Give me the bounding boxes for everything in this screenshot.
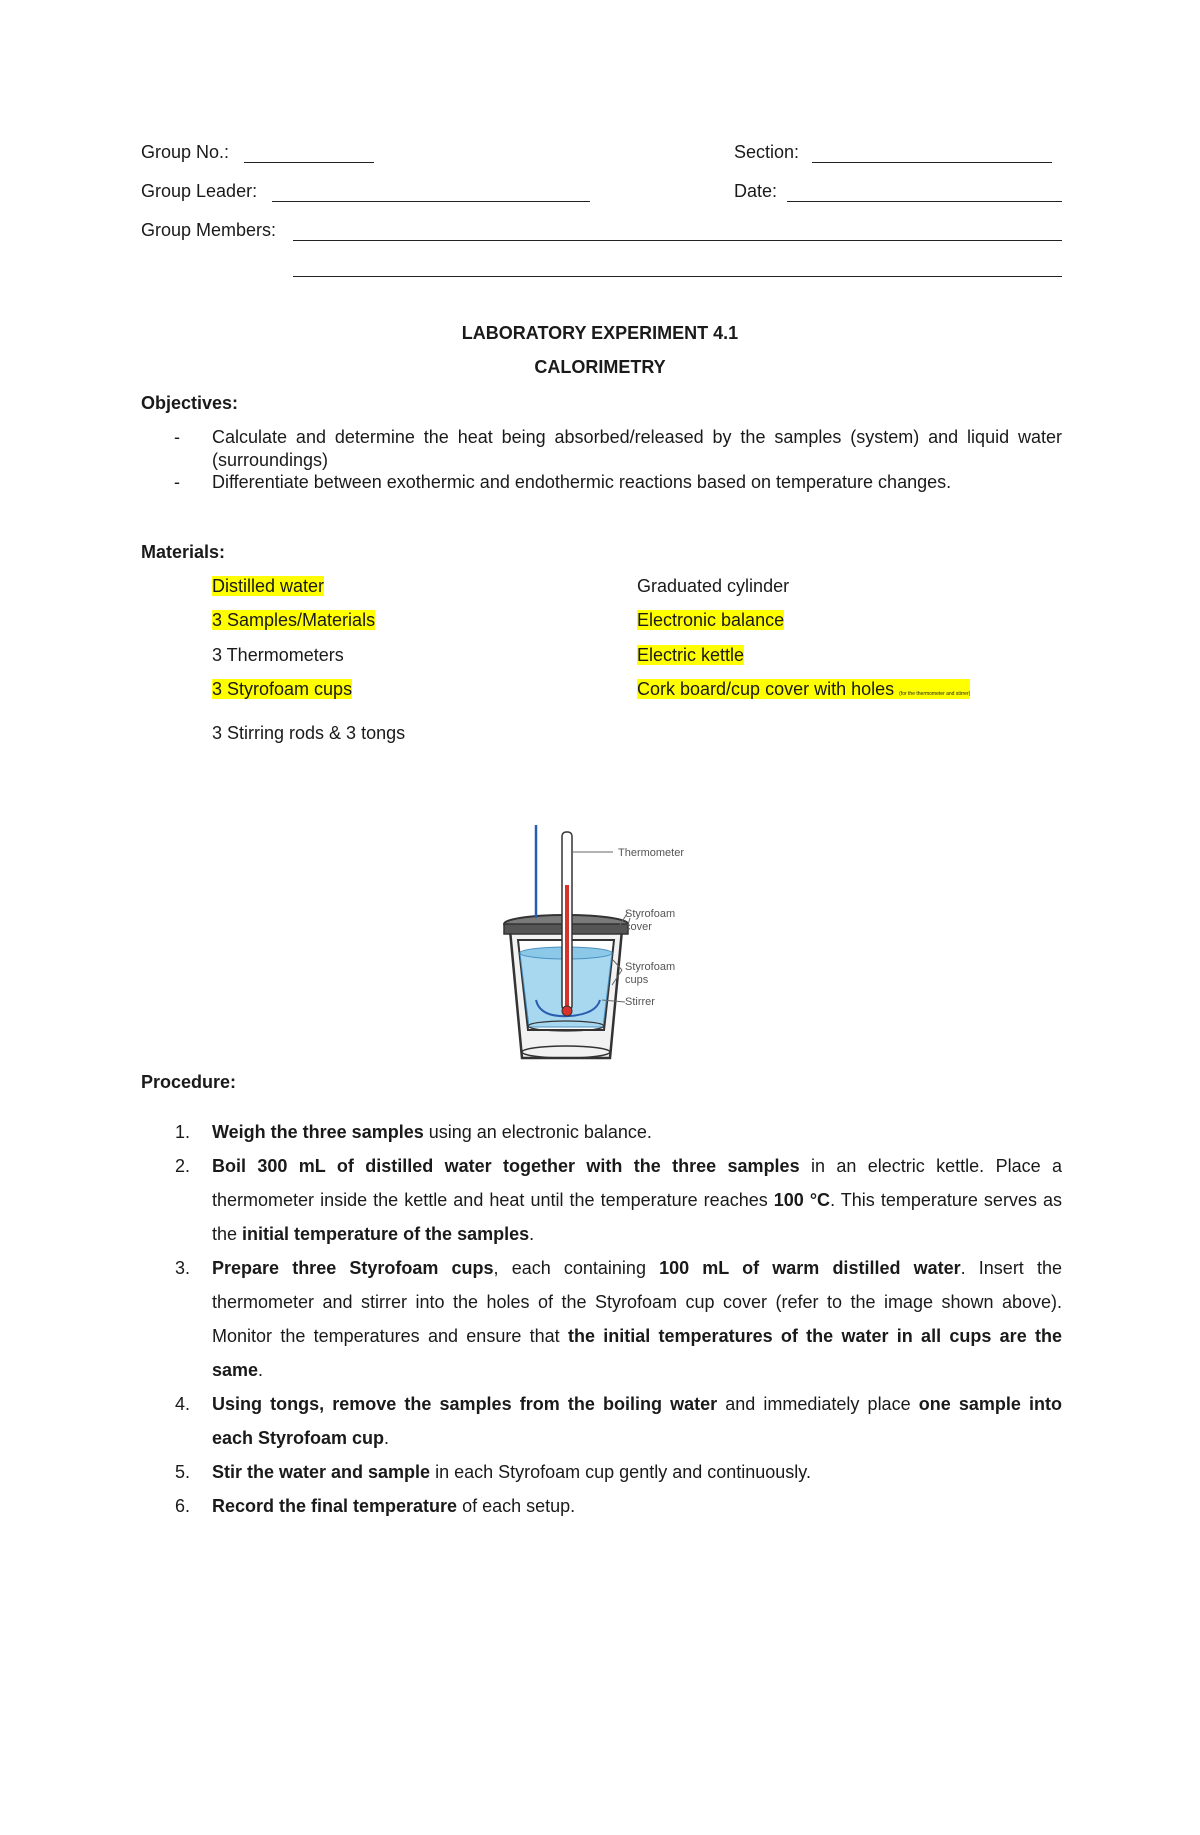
procedure-step-3-run-6: . (258, 1360, 264, 1380)
procedure-step-2-run-4: . This temperature serves as the (212, 1190, 1063, 1244)
material-electronic-balance: Electronic balance (637, 610, 785, 630)
procedure-step-2-run-3: 100 °C (773, 1190, 831, 1210)
experiment-title: LABORATORY EXPERIMENT 4.1 (461, 323, 739, 343)
experiment-subtitle: CALORIMETRY (534, 357, 666, 377)
procedure-step-3-run-4: . Insert the thermometer and stirrer into the holes of the Styrofoam cup cover (refer to the image shown above). Monitor the temperatures and ensure that (212, 1258, 1062, 1346)
label-styrofoam-cups: Styrofoam (625, 961, 676, 973)
step-number-4: 4. (175, 1394, 191, 1414)
procedure-step-2-run-1: Boil 300 mL of distilled water together with the three samples (212, 1156, 800, 1176)
group-members-field-1[interactable] (293, 224, 1062, 241)
group-leader-label: Group Leader: (141, 181, 258, 201)
step-number-5: 5. (175, 1462, 191, 1482)
objective-bullet: - (174, 427, 180, 447)
objectives-heading: Objectives: (141, 393, 239, 413)
procedure-step-2-run-2: in an electric kettle. Place a thermometer inside the kettle and heat until the temperature reaches (212, 1156, 1062, 1210)
label-stirrer: Stirrer (625, 996, 655, 1008)
procedure-step-5-run-2: in each Styrofoam cup gently and continuously. (430, 1462, 811, 1482)
procedure-step-5-run-1: Stir the water and sample (212, 1462, 431, 1482)
step-number-2: 2. (175, 1156, 191, 1176)
calorimeter-diagram (500, 820, 700, 1065)
procedure-step-3-run-2: , each containing (493, 1258, 660, 1278)
procedure-step-2 (212, 1149, 1062, 1251)
date-label: Date: (734, 181, 778, 201)
procedure-step-5 (212, 1455, 1062, 1489)
group-members-field-2[interactable] (293, 262, 1062, 277)
procedure-step-6-run-2: of each setup. (457, 1496, 576, 1516)
step-number-1: 1. (175, 1122, 191, 1142)
svg-text:cups: cups (625, 974, 649, 986)
objective-item-1: Calculate and determine the heat being absorbed/released by the samples (system) and liquid water (surroundings) (212, 427, 1062, 470)
procedure-step-3-run-5: the initial temperatures of the water in all cups are the same (212, 1326, 1062, 1380)
objective-bullet: - (174, 472, 180, 492)
procedure-step-1-run-2: using an electronic balance. (423, 1122, 652, 1142)
procedure-step-3-run-1: Prepare three Styrofoam cups (212, 1258, 494, 1278)
procedure-step-4-run-3: one sample into each Styrofoam cup (212, 1394, 1062, 1448)
group-no-label: Group No.: (141, 142, 230, 162)
material-electric-kettle: Electric kettle (637, 645, 745, 665)
date-field[interactable] (787, 185, 1062, 202)
material-graduated-cylinder: Graduated cylinder (637, 576, 790, 596)
step-number-6: 6. (175, 1496, 191, 1516)
material-distilled-water: Distilled water (212, 576, 325, 596)
procedure-step-4-run-2: and immediately place (717, 1394, 919, 1414)
procedure-step-4-run-4: . (384, 1428, 390, 1448)
svg-text:cover: cover (625, 921, 652, 933)
procedure-step-4 (212, 1387, 1062, 1455)
step-number-3: 3. (175, 1258, 191, 1278)
procedure-step-6-run-1: Record the final temperature (212, 1496, 458, 1516)
procedure-step-1 (212, 1115, 1062, 1149)
label-thermometer: Thermometer (618, 847, 685, 859)
procedure-step-2-run-6: . (529, 1224, 535, 1244)
material-thermometers: 3 Thermometers (212, 645, 344, 665)
objective-item-2: Differentiate between exothermic and endothermic reactions based on temperature changes. (212, 472, 952, 492)
procedure-step-2-run-5: initial temperature of the samples (242, 1224, 530, 1244)
group-members-label: Group Members: (141, 220, 277, 240)
material-styrofoam-cups: 3 Styrofoam cups (212, 679, 353, 699)
group-no-field[interactable] (244, 146, 374, 163)
material-cork-board: Cork board/cup cover with holes (for the thermometer and stirrer) (637, 679, 971, 699)
procedure-step-1-run-1: Weigh the three samples (212, 1122, 424, 1142)
procedure-step-6 (212, 1489, 1062, 1523)
procedure-step-3-run-3: 100 mL of warm distilled water (659, 1258, 961, 1278)
group-leader-field[interactable] (272, 185, 590, 202)
section-field[interactable] (812, 146, 1052, 163)
procedure-step-3 (212, 1251, 1062, 1387)
cork-board-note: (for the thermometer and stirrer) (899, 691, 971, 697)
material-samples: 3 Samples/Materials (212, 610, 376, 630)
procedure-step-4-run-1: Using tongs, remove the samples from the boiling water (212, 1394, 718, 1414)
section-label: Section: (734, 142, 800, 162)
materials-heading: Materials: (141, 542, 226, 562)
material-stirring-rods: 3 Stirring rods & 3 tongs (212, 723, 406, 743)
procedure-heading: Procedure: (141, 1072, 237, 1092)
label-styrofoam-cover: Styrofoam (625, 908, 676, 920)
